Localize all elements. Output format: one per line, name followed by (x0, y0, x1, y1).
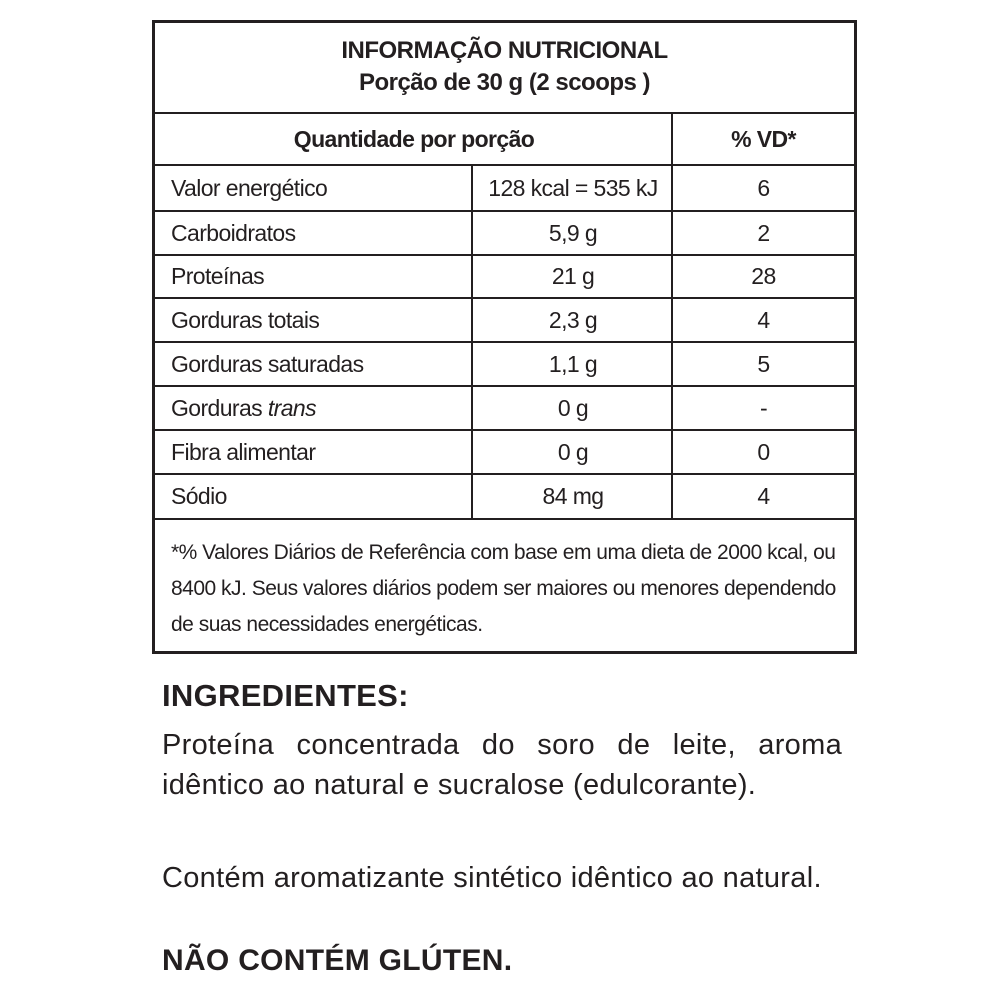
nutrient-vd: 6 (757, 174, 770, 201)
ingredients-text: Proteína concentrada do soro de leite, aroma idêntico ao natural e sucralose (edulcorante). (162, 729, 842, 801)
nutrient-amount: 0 g (557, 394, 589, 421)
nutrient-name: Gorduras saturadas (171, 350, 364, 377)
portion-size: Porção de 30 g (2 scoops ) (358, 69, 651, 96)
nutrient-name-italic: trans (267, 394, 317, 421)
table-row (155, 212, 854, 256)
ingredients-title: INGREDIENTES: (162, 678, 409, 713)
table-title: INFORMAÇÃO NUTRICIONAL (341, 37, 668, 64)
nutrition-facts-table (152, 20, 857, 654)
column-header-vd: % VD* (731, 125, 796, 152)
nutrient-vd: 2 (757, 219, 770, 246)
nutrient-name: Valor energético (171, 174, 328, 201)
nutrient-amount: 0 g (557, 438, 589, 465)
nutrient-name (171, 387, 471, 429)
table-header (155, 23, 854, 114)
nutrient-amount: 84 mg (542, 483, 604, 509)
nutrient-vd: - (759, 394, 768, 421)
nutrient-name: Carboidratos (171, 219, 296, 246)
table-row (155, 387, 854, 431)
aroma-note: Contém aromatizante sintético idêntico ao natural. (162, 862, 822, 894)
nutrient-amount: 1,1 g (548, 350, 598, 377)
nutrient-amount: 5,9 g (548, 219, 598, 246)
nutrient-vd: 5 (757, 350, 770, 377)
nutrient-vd: 28 (751, 263, 776, 289)
nutrient-amount: 128 kcal = 535 kJ (488, 174, 658, 201)
nutrient-name: Proteínas (171, 263, 265, 289)
nutrient-name: Sódio (171, 483, 227, 509)
table-row (155, 475, 854, 520)
table-row (155, 256, 854, 299)
gluten-free-note: NÃO CONTÉM GLÚTEN. (162, 944, 513, 977)
column-divider (471, 166, 473, 520)
column-divider (671, 114, 673, 520)
column-header-quantity: Quantidade por porção (293, 125, 535, 152)
nutrient-amount: 21 g (551, 263, 595, 289)
nutrient-vd: 4 (757, 306, 770, 333)
table-row (155, 299, 854, 343)
nutrient-vd: 4 (757, 483, 770, 509)
table-row (155, 431, 854, 475)
nutrient-name-prefix: Gorduras (171, 394, 268, 421)
table-row (155, 343, 854, 387)
column-header-row (155, 114, 854, 166)
nutrient-name: Gorduras totais (171, 306, 320, 333)
nutrient-vd: 0 (757, 438, 770, 465)
nutrient-name: Fibra alimentar (171, 438, 316, 465)
table-row (155, 166, 854, 212)
table-footnote: *% Valores Diários de Referência com base em uma dieta de 2000 kcal, ou 8400 kJ. Seus valores diários podem ser maiores ou menores dependendo de suas necessidades energéticas. (171, 541, 836, 636)
nutrient-amount: 2,3 g (548, 306, 598, 333)
